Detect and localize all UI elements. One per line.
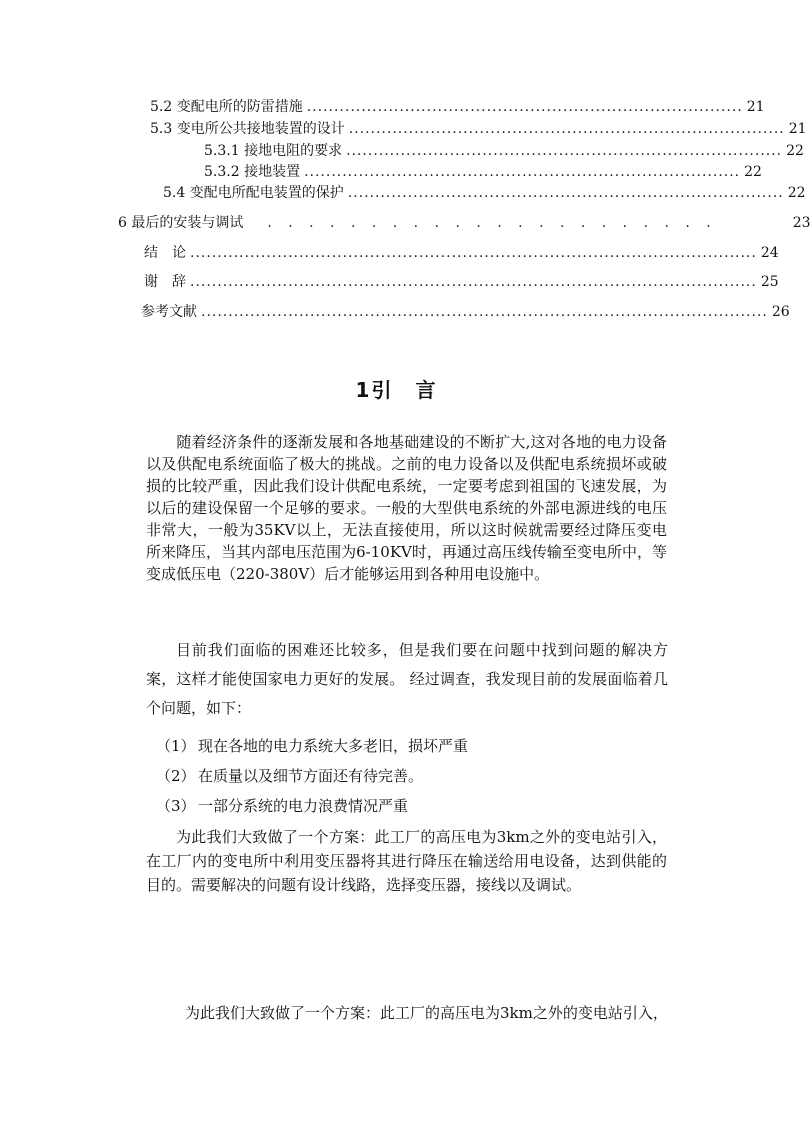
toc-leader: ........................................................................................................ bbox=[201, 304, 768, 320]
toc-leader: ................................................................................ bbox=[348, 121, 785, 137]
toc-leader: ........................................................................................................ bbox=[190, 245, 757, 261]
toc-entry-page: 23 bbox=[792, 215, 811, 231]
toc-entry[interactable] bbox=[141, 301, 790, 321]
toc-entry[interactable] bbox=[204, 140, 804, 160]
toc-entry-label: 5.3.1 接地电阻的要求 bbox=[204, 143, 343, 159]
toc-leader: ................................................................................ bbox=[304, 164, 741, 180]
toc-entry-label: 5.3.2 接地装置 bbox=[204, 164, 301, 180]
plan-paragraph-repeat: 为此我们大致做了一个方案：此工厂的高压电为3km之外的变电站引入， bbox=[185, 1004, 668, 1022]
toc-entry[interactable] bbox=[144, 271, 779, 291]
toc-entry[interactable] bbox=[150, 96, 765, 116]
list-item bbox=[156, 766, 423, 786]
toc-entry-label: 谢 辞 bbox=[144, 274, 186, 290]
list-item bbox=[156, 736, 468, 756]
problems-paragraph: 目前我们面临的困难还比较多，但是我们要在问题中找到问题的解决方案，这样才能使国家电力更好的发展。 经过调查，我发现目前的发展面临着几个问题，如下： bbox=[146, 641, 668, 717]
toc-entry-page: 24 bbox=[760, 245, 779, 261]
toc-leader: ........................................................................................................ bbox=[190, 274, 757, 290]
toc-entry-label: 5.3 变电所公共接地装置的设计 bbox=[150, 121, 345, 137]
toc-entry[interactable] bbox=[204, 161, 762, 181]
toc-leader: . . . . . . . . . . . . . . . . . . . . . . bbox=[267, 215, 717, 231]
toc-entry-label: 5.2 变配电所的防雷措施 bbox=[150, 99, 303, 115]
toc-entry[interactable] bbox=[150, 118, 807, 138]
toc-entry-label: 5.4 变配电所配电装置的保护 bbox=[163, 185, 344, 201]
toc-entry-page: 25 bbox=[760, 274, 779, 290]
toc-entry[interactable] bbox=[163, 182, 806, 202]
toc-entry-page: 26 bbox=[771, 304, 790, 320]
toc-entry-label: 结 论 bbox=[144, 245, 186, 261]
intro-paragraph: 随着经济条件的逐渐发展和各地基础建设的不断扩大,这对各地的电力设备以及供配电系统面临了极大的挑战。之前的电力设备以及供配电系统损坏或破损的比较严重，因此我们设计供配电系统，一定要考虑到祖国的飞速发展，为以后的建设保留一个足够的要求。一般的大型供电系统的外部电源进线的电压非常大，一般为35KV以上，无法直接使用，所以这时候就需要经过降压变电所来降压，当其内部电压范围为6-10KV时，再通过高压线传输至变电所中，等变成低压电（220-380V）后才能够运用到各种用电设施中。 bbox=[146, 433, 667, 583]
toc-entry-label: 6 最后的安装与调试 bbox=[118, 215, 244, 231]
toc-entry-page: 21 bbox=[746, 99, 765, 115]
toc-entry[interactable] bbox=[118, 212, 811, 232]
toc-entry-page: 21 bbox=[788, 121, 807, 137]
plan-paragraph: 为此我们大致做了一个方案：此工厂的高压电为3km之外的变电站引入，在工厂内的变电所中利用变压器将其进行降压在输送给用电设备，达到供能的目的。需要解决的问题有设计线路，选择变压器，接线以及调试。 bbox=[146, 828, 667, 894]
list-item-number: （1） bbox=[156, 737, 196, 755]
toc-leader: ................................................................................ bbox=[346, 143, 783, 159]
list-item-text: 一部分系统的电力浪费情况严重 bbox=[198, 797, 409, 815]
toc-entry-label: 参考文献 bbox=[141, 304, 197, 320]
toc-entry-page: 22 bbox=[744, 164, 762, 180]
list-item-text: 在质量以及细节方面还有待完善。 bbox=[198, 767, 424, 785]
list-item-text: 现在各地的电力系统大多老旧，损坏严重 bbox=[198, 737, 469, 755]
toc-entry[interactable] bbox=[144, 242, 779, 262]
toc-leader: ................................................................................ bbox=[347, 185, 784, 201]
toc-entry-page: 22 bbox=[787, 185, 806, 201]
toc-leader: ................................................................................ bbox=[306, 99, 743, 115]
list-item bbox=[156, 796, 408, 816]
list-item-number: （3） bbox=[156, 797, 196, 815]
section-heading: 1引 言 bbox=[355, 378, 438, 402]
toc-entry-page: 22 bbox=[786, 143, 804, 159]
list-item-number: （2） bbox=[156, 767, 196, 785]
